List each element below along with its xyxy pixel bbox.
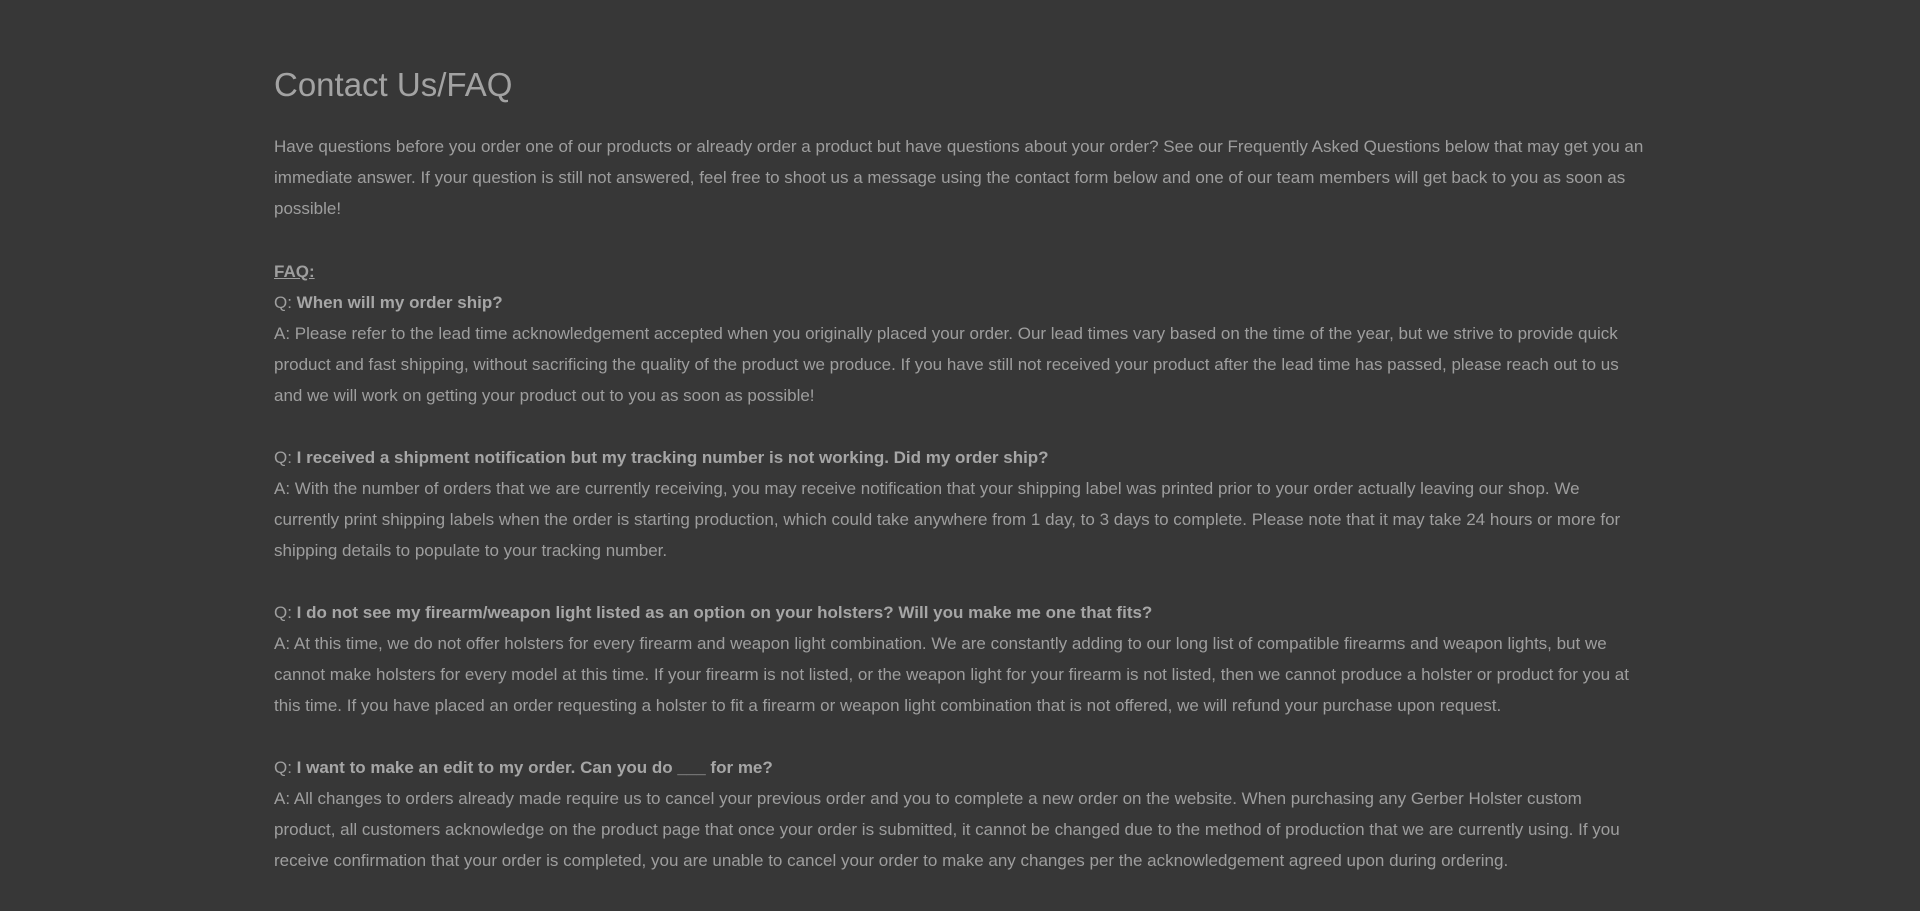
answer-prefix: A: <box>274 479 295 498</box>
faq-item <box>274 597 1646 721</box>
faq-question <box>274 287 1646 318</box>
faq-answer <box>274 783 1646 876</box>
faq-question <box>274 442 1646 473</box>
question-prefix: Q: <box>274 758 297 777</box>
faq-page <box>274 62 1646 870</box>
answer-text: Please refer to the lead time acknowledgement accepted when you originally placed your order. Our lead times vary based on the time of the year, but we strive to provide quick product and fast shipping, without sacrificing the quality of the product we produce. If you have still not received your product after the lead time has passed, please reach out to us and we will work on getting your product out to you as soon as possible! <box>274 324 1619 405</box>
faq-answer <box>274 628 1646 721</box>
faq-question <box>274 597 1646 628</box>
answer-prefix: A: <box>274 324 295 343</box>
intro-paragraph: Have questions before you order one of our products or already order a product but have questions about your order? See our Frequently Asked Questions below that may get you an immediate answer. If your question is still not answered, feel free to shoot us a message using the contact form below and one of our team members will get back to you as soon as possible! <box>274 137 1644 218</box>
faq-answer <box>274 318 1646 411</box>
faq-section <box>274 256 1646 907</box>
faq-item <box>274 287 1646 411</box>
question-text: I want to make an edit to my order. Can you do ___ for me? <box>296 758 773 777</box>
answer-text: All changes to orders already made require us to cancel your previous order and you to complete a new order on the website. When purchasing any Gerber Holster custom product, all customers acknowledge on the product page that once your order is submitted, it cannot be changed due to the method of production that we are currently using. If you receive confirmation that your order is completed, you are unable to cancel your order to make any changes per the acknowledgement agreed upon during ordering. <box>274 789 1620 870</box>
faq-item <box>274 752 1646 876</box>
faq-item <box>274 442 1646 566</box>
question-text: I do not see my firearm/weapon light listed as an option on your holsters? Will you make me one that fits? <box>296 603 1153 622</box>
page-title: Contact Us/FAQ <box>274 66 513 103</box>
answer-text: At this time, we do not offer holsters for every firearm and weapon light combination. We are constantly adding to our long list of compatible firearms and weapon lights, but we cannot make holsters for every model at this time. If your firearm is not listed, or the weapon light for your firearm is not listed, then we cannot produce a holster or product for you at this time. If you have placed an order requesting a holster to fit a firearm or weapon light combination that is not offered, we will refund your purchase upon request. <box>274 634 1629 715</box>
question-prefix: Q: <box>274 293 297 312</box>
answer-prefix: A: <box>274 634 294 653</box>
answer-text: With the number of orders that we are currently receiving, you may receive notification that your shipping label was printed prior to your order actually leaving our shop. We currently print shipping labels when the order is starting production, which could take anywhere from 1 day, to 3 days to complete. Please note that it may take 24 hours or more for shipping details to populate to your tracking number. <box>274 479 1621 560</box>
faq-heading: FAQ: <box>274 262 315 281</box>
faq-question <box>274 752 1646 783</box>
answer-prefix: A: <box>274 789 294 808</box>
question-text: I received a shipment notification but my tracking number is not working. Did my order ship? <box>296 448 1049 467</box>
question-prefix: Q: <box>274 448 297 467</box>
faq-answer <box>274 473 1646 566</box>
question-text: When will my order ship? <box>296 293 503 312</box>
question-prefix: Q: <box>274 603 297 622</box>
